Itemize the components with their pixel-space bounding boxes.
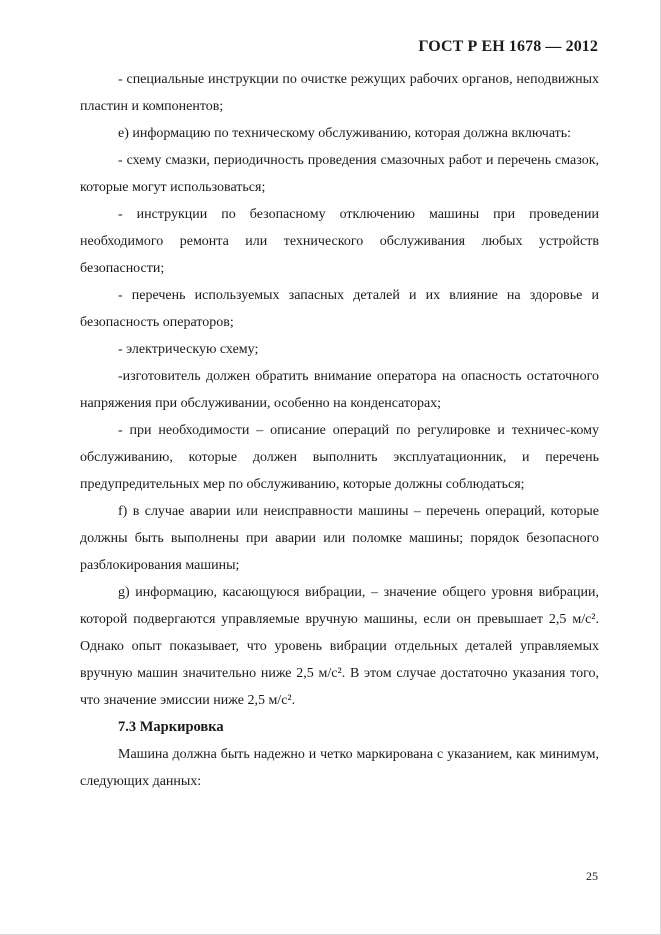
paragraph-marking-requirements: Машина должна быть надежно и четко маркирована с указанием, как минимум, следующих данных:: [80, 747, 599, 789]
page-number: 25: [586, 869, 598, 883]
paragraph-vibration-info: g) информацию, касающуюся вибрации, – значение общего уровня вибрации, которой подвергаются управляемые вручную машины, если он превышает 2,5 м/с². Однако опыт показывает, что уровень вибрации отдельных деталей управляемых вручную машин значительно ниже 2,5 м/с². В этом случае достаточно указания того, что значение эмиссии ниже 2,5 м/с².: [80, 585, 599, 708]
paragraph-electrical-scheme: - электрическую схему;: [118, 342, 259, 357]
document-header: ГОСТ Р ЕН 1678 — 2012: [418, 38, 598, 55]
section-heading: 7.3 Маркировка: [118, 719, 224, 735]
paragraph-cleaning-instructions: - специальные инструкции по очистке режущих рабочих органов, неподвижных пластин и компонентов;: [80, 72, 599, 114]
paragraph-maintenance-info: e) информацию по техническому обслуживанию, которая должна включать:: [118, 126, 572, 141]
paragraph-failure-procedure: f) в случае аварии или неисправности машины – перечень операций, которые должны быть выполнены при аварии или поломке машины; порядок безопасного разблокирования машины;: [80, 504, 599, 573]
paragraph-lubrication-scheme: - схему смазки, периодичность проведения смазочных работ и перечень смазок, которые могут использоваться;: [80, 153, 599, 195]
paragraph-safe-shutdown: - инструкции по безопасному отключению машины при проведении необходимого ремонта или технического обслуживания любых устройств безопасности;: [80, 207, 599, 276]
paragraph-residual-voltage: -изготовитель должен обратить внимание оператора на опасность остаточного напряжения при обслуживании, особенно на конденсаторах;: [80, 369, 599, 411]
paragraph-adjustment-operations: - при необходимости – описание операций по регулировке и техничес-кому обслуживанию, которые должен выполнить эксплуатационник, и перечень предупредительных мер по обслуживанию, которые должны соблюдаться;: [80, 423, 599, 492]
paragraph-spare-parts: - перечень используемых запасных деталей и их влияние на здоровье и безопасность операторов;: [80, 288, 599, 330]
document-body: [80, 66, 599, 795]
